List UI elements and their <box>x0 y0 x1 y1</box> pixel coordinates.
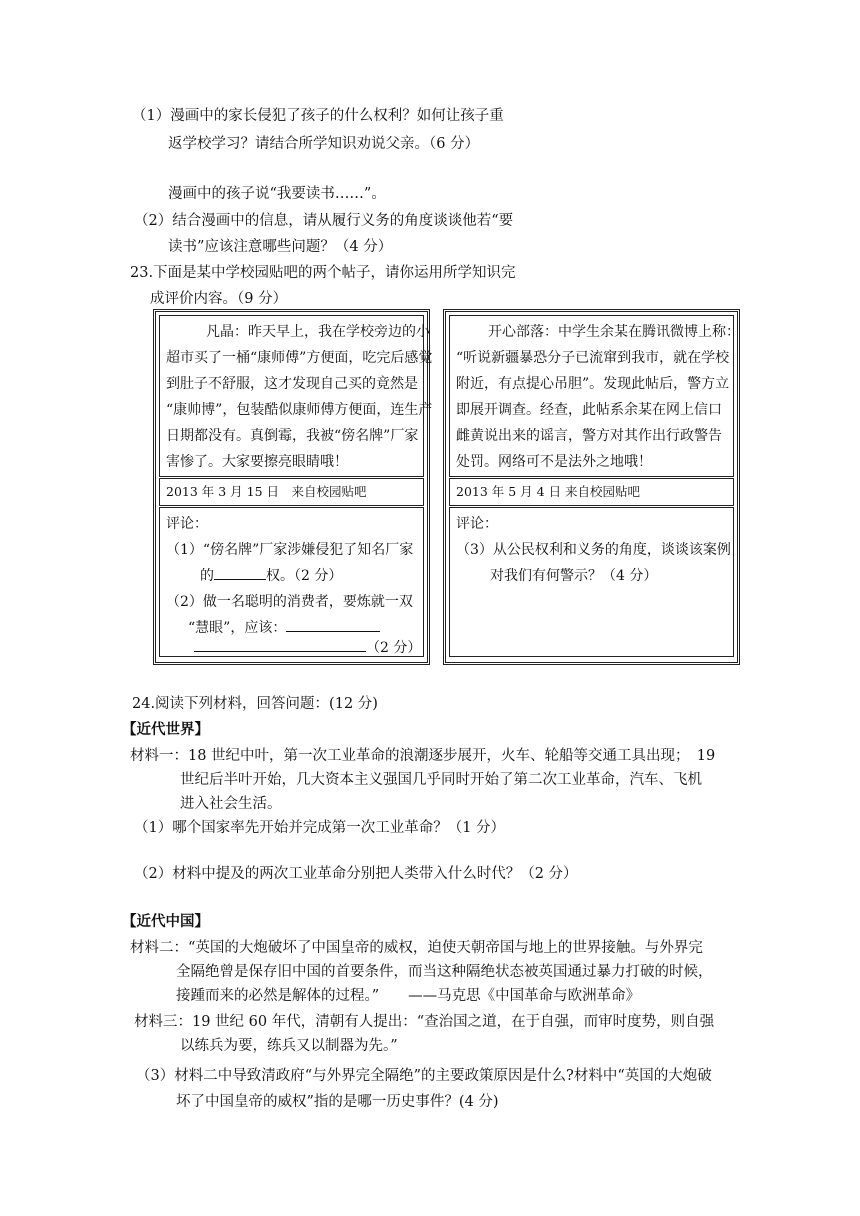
q22-part2-line2: 读书”应该注意哪些问题？（4 分） <box>168 239 393 255</box>
q24-part3-line1: （3）材料二中导致清政府“与外界完全隔绝”的主要政策原因是什么?材料中“英国的大炮破 <box>136 1068 712 1084</box>
right-post-body <box>449 315 740 477</box>
right-post-line: “听说新疆暴恐分子已流窜到我市，就在学校 <box>456 350 730 366</box>
q22-cartoon-note: 漫画中的孩子说“我要读书……”。 <box>168 186 386 202</box>
left-post-line: 害惨了。大家要擦亮眼睛哦！ <box>166 454 348 470</box>
q22-part2-line1: （2）结合漫画中的信息，请从履行义务的角度谈谈他若“要 <box>134 213 514 229</box>
left-post-line: 日期都没有。真倒霉，我被“傍名牌”厂家 <box>166 428 419 444</box>
material1-line1: 材料一：18 世纪中叶，第一次工业革命的浪潮逐步展开，火车、轮船等交通工具出现； 19 <box>130 748 716 764</box>
left-post-line: 超市买了一桶“康师傅”方便面，吃完后感觉 <box>166 350 433 366</box>
left-post-frame <box>153 309 433 665</box>
right-post-frame <box>443 309 740 665</box>
q24-title: 24.阅读下列材料，回答问题：(12 分) <box>132 696 378 712</box>
q24-part3-line2: 坏了中国皇帝的威权”指的是哪一历史事件？(4 分) <box>176 1094 499 1110</box>
q1-suffix: 权。（2 分） <box>266 568 343 584</box>
left-post-body <box>159 315 433 477</box>
left-post-line: “康帅博”，包装酷似康师傅方便面，连生产 <box>166 402 433 418</box>
q24-part1: （1）哪个国家率先开始并完成第一次工业革命？（1 分） <box>134 820 506 836</box>
material2-line1: 材料二：“英国的大炮破坏了中国皇帝的威权，迫使天朝帝国与地上的世界接触。与外界完 <box>130 940 703 956</box>
right-post-line: 开心部落：中学生余某在腾讯微博上称： <box>488 324 740 340</box>
right-post-meta-bar <box>449 478 734 506</box>
q2-score: （2 分） <box>366 640 422 656</box>
modern-world-header: 【近代世界】 <box>122 721 209 738</box>
q1-prefix: 的 <box>200 568 214 584</box>
material1-line2: 世纪后半叶开始，几大资本主义强国几乎同时开始了第二次工业革命，汽车、飞机 <box>180 772 702 788</box>
right-post-line: 附近，有点提心吊胆”。发现此帖后，警方立 <box>456 376 730 392</box>
right-post-line: 即展开调查。经查，此帖系余某在网上信口 <box>456 402 722 418</box>
right-post-line: 处罚。网络可不是法外之地哦！ <box>456 454 652 470</box>
consumer-answer-blank-1[interactable] <box>286 617 380 632</box>
modern-china-header: 【近代中国】 <box>122 913 209 930</box>
q24-part2: （2）材料中提及的两次工业革命分别把人类带入什么时代？（2 分） <box>134 866 578 882</box>
right-comment-label: 评论： <box>456 516 498 532</box>
right-type-answer-blank[interactable] <box>214 565 266 580</box>
q23-intro-line1: 23.下面是某中学校园贴吧的两个帖子，请你运用所学知识完 <box>130 265 516 281</box>
material1-line3: 进入社会生活。 <box>180 796 282 812</box>
q2-prompt: “慧眼”，应该： <box>188 620 287 636</box>
material2-line3: 接踵而来的必然是解体的过程。” ——马克思《中国革命与欧洲革命》 <box>176 988 641 1004</box>
left-comment-q2-line1: （2）做一名聪明的消费者，要炼就一双 <box>166 594 413 610</box>
material2-line2: 全隔绝曾是保存旧中国的首要条件，而当这种隔绝状态被英国通过暴力打破的时候， <box>176 964 713 980</box>
q22-part1-line2: 返学校学习？请结合所学知识劝说父亲。（6 分） <box>168 136 480 152</box>
left-comment-label: 评论： <box>166 516 208 532</box>
q23-intro-line2: 成评价内容。（9 分） <box>150 291 288 307</box>
consumer-answer-blank-2[interactable] <box>194 637 366 652</box>
left-post-meta-bar <box>159 478 424 506</box>
q22-part1-line1: （1）漫画中的家长侵犯了孩子的什么权利？如何让孩子重 <box>132 108 504 124</box>
right-post-meta: 2013 年 5 月 4 日 来自校园贴吧 <box>456 484 641 499</box>
left-comment-q2-line3 <box>194 635 421 661</box>
left-post-line: 到肚子不舒服，这才发现自己买的竟然是 <box>166 376 418 392</box>
left-post-meta: 2013 年 3 月 15 日 来自校园贴吧 <box>166 484 367 499</box>
right-post-line: 雌黄说出来的谣言，警方对其作出行政警告 <box>456 428 722 444</box>
right-comment-q3-line2: 对我们有何警示？（4 分） <box>490 568 658 584</box>
left-post-comment-area <box>159 507 424 657</box>
material3-line1: 材料三：19 世纪 60 年代，清朝有人提出：“查治国之道，在于自强，而审时度势，则自强 <box>134 1014 715 1030</box>
left-comment-q1-line2 <box>200 563 342 589</box>
left-post-line: 凡晶：昨天早上，我在学校旁边的小 <box>206 324 430 340</box>
left-comment-q1-line1: （1）“傍名牌”厂家涉嫌侵犯了知名厂家 <box>166 542 414 558</box>
material3-line2: 以练兵为要，练兵又以制器为先。” <box>180 1038 398 1054</box>
right-comment-q3-line1: （3）从公民权利和义务的角度，谈谈该案例 <box>456 542 731 558</box>
right-post-comment-area <box>449 507 734 657</box>
